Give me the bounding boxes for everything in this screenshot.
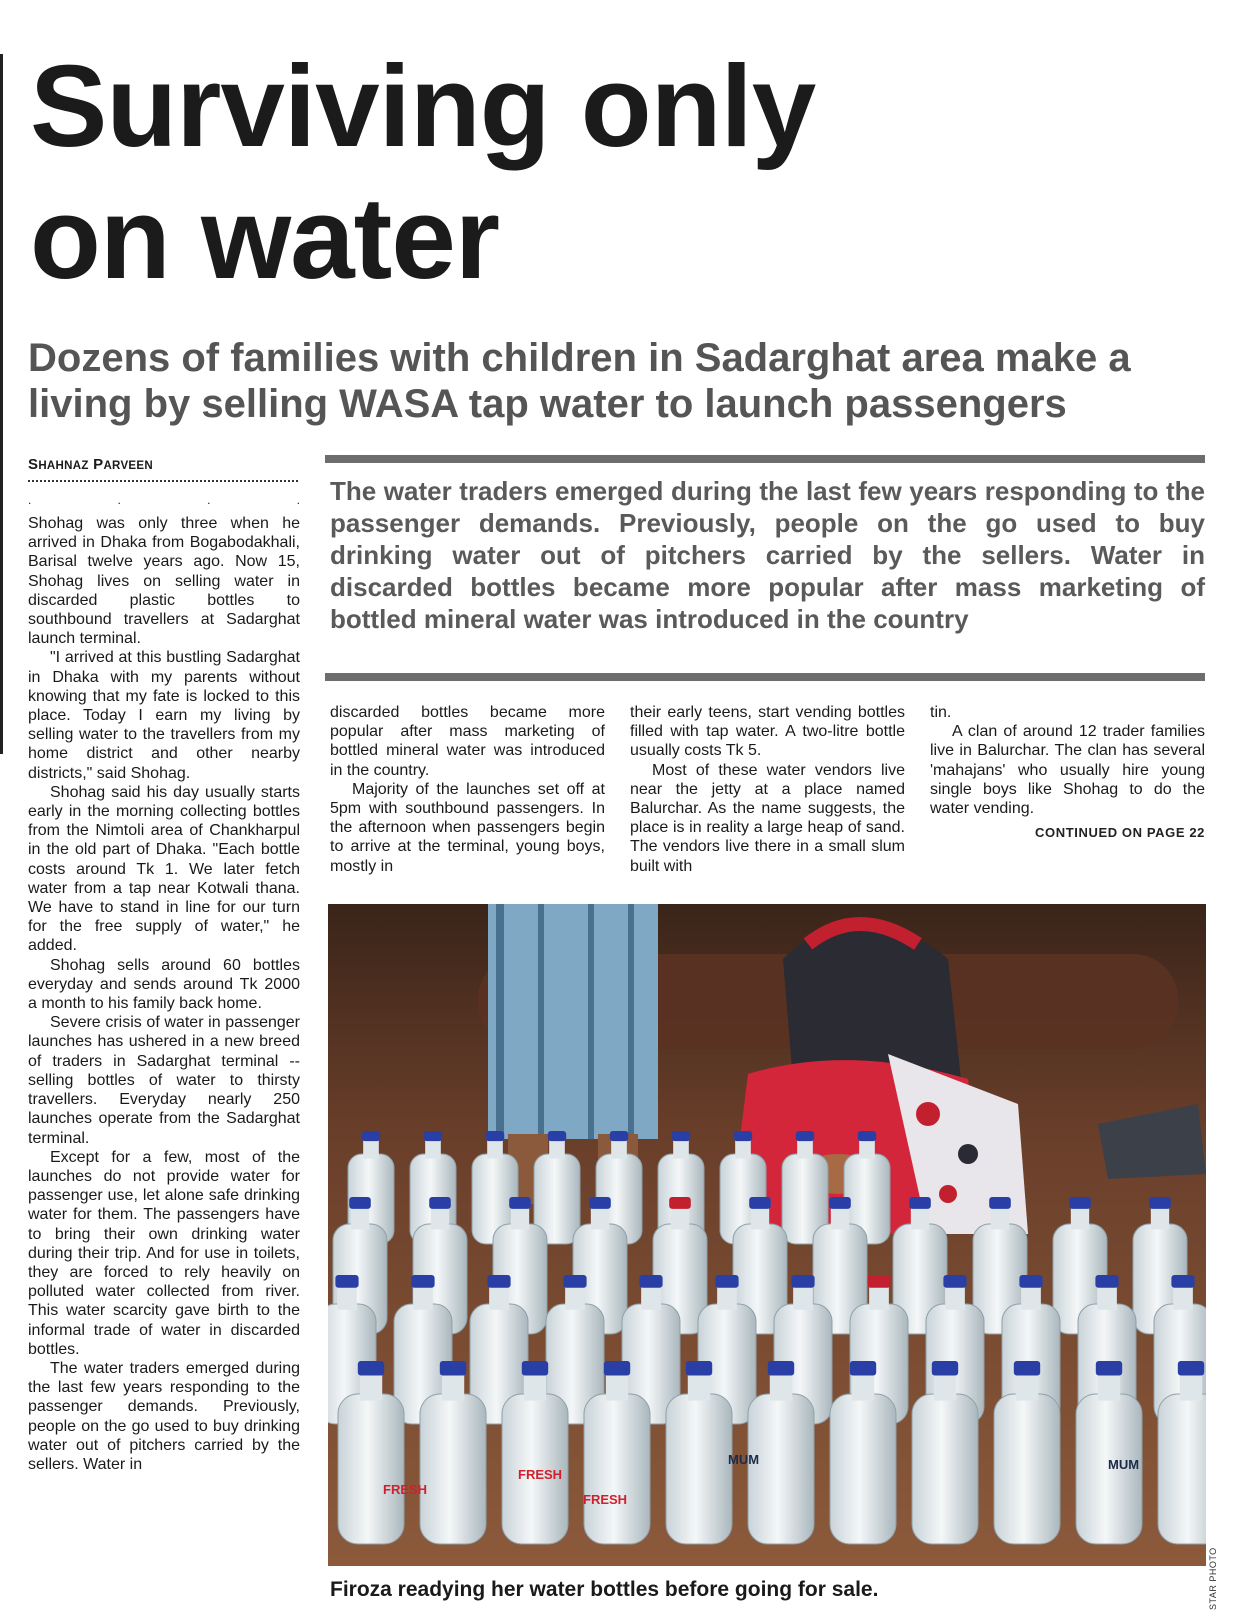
bottle-label: FRESH [518,1467,563,1482]
headline [30,40,1180,304]
paragraph: Shohag was only three when he arrived in Dhaka from Bogabodakhali, Barisal twelve years ago. Now 15, Shohag lives on selling water in discarded plastic bottles to southbound travellers at Sadarghat launch terminal. [28,515,300,648]
paragraph: A clan of around 12 trader families live in Balurchar. The clan has several 'mahajans' who usually hire young single boys like Shohag to do the water vending. [930,723,1205,818]
paragraph: Majority of the launches set off at 5pm with southbound passengers. In the afternoon when passengers begin to arrive at the terminal, young boys, mostly in [330,780,605,875]
headline-line-1: Surviving only [30,41,816,171]
article-column-3 [630,703,905,883]
left-column-rule [0,54,3,754]
bottles-layer [328,904,1206,1566]
byline-first-initial: S [28,456,39,473]
paragraph: their early teens, start vending bottles filled with tap water. A two-litre bottle usually costs Tk 5. [630,704,905,760]
paragraph: tin. [930,704,952,721]
paragraph: Shohag said his day usually starts early in the morning collecting bottles from the Nimtoli area of Chankharpul in the old part of Dhaka. "Each bottle costs around Tk 1. We later fetch water from a tap near Kotwali thana. We have to stand in line for our turn for the free supply of water," he added. [28,783,300,955]
article-column-2 [330,703,605,883]
byline-first-rest: HAHNAZ [38,460,89,472]
paragraph: The water traders emerged during the last few years responding to the passenger demands. Previously, people on the go used to buy drinking water out of pitchers carried by the sellers. Water in [28,1359,300,1473]
bottle-label: MUM [728,1452,760,1467]
photo-credit: STAR PHOTO [1208,1547,1218,1610]
pull-quote-top-rule [325,455,1205,463]
headline-line-2: on water [30,173,499,303]
pull-quote: The water traders emerged during the last few years responding to the passenger demands. Previously, people on the go used to buy drinking water out of pitchers carried by the sellers. Water in discarded bottles became more popular after mass marketing of bottled mineral water was introduced in the country [330,476,1205,634]
news-photo [328,904,1206,1566]
byline-divider [28,474,298,482]
byline [28,456,153,473]
paragraph: "I arrived at this bustling Sadarghat in Dhaka with my parents without knowing that my fate is locked to this place. Today I earn my living by selling water to the travellers from my home district and other nearby districts," said Shohag. [28,649,300,782]
paragraph: Shohag sells around 60 bottles everyday and sends around Tk 2000 a month to his family back home. [28,956,300,1013]
article-column-1 [28,514,300,1604]
continued-notice[interactable]: CONTINUED ON PAGE 22 [1035,825,1205,840]
paragraph: discarded bottles became more popular after mass marketing of bottled mineral water was introduced in the country. [330,704,605,779]
bottle-label: MUM [1108,1457,1140,1472]
byline-last-rest: ARVEEN [103,460,153,472]
byline-last-initial: P [93,456,104,473]
dots-divider: . . . . [28,493,300,507]
bottle-label: FRESH [383,1482,428,1497]
paragraph: Except for a few, most of the launches do not provide water for passenger use, let alone safe drinking water for them. The passengers have to bring their own drinking water during their trip. And for use in toilets, they are forced to rely heavily on polluted water collected from river. This water scarcity gave birth to the informal trade of water in discarded bottles. [28,1148,300,1358]
photo-caption: Firoza readying her water bottles before going for sale. [330,1578,879,1601]
bottle-label: FRESH [583,1492,628,1507]
paragraph: Severe crisis of water in passenger launches has ushered in a new breed of traders in Sadarghat terminal -- selling bottles of water to thirsty travellers. Everyday nearly 250 launches operate from the Sadarghat terminal. [28,1014,300,1147]
paragraph: Most of these water vendors live near the jetty at a place named Balurchar. As the name suggests, the place is in reality a large heap of sand. The vendors live there in a small slum built with [630,761,905,875]
pull-quote-bottom-rule [325,673,1205,681]
subheadline-deck: Dozens of families with children in Sadarghat area make a living by selling WASA tap water to launch passengers [28,336,1131,426]
